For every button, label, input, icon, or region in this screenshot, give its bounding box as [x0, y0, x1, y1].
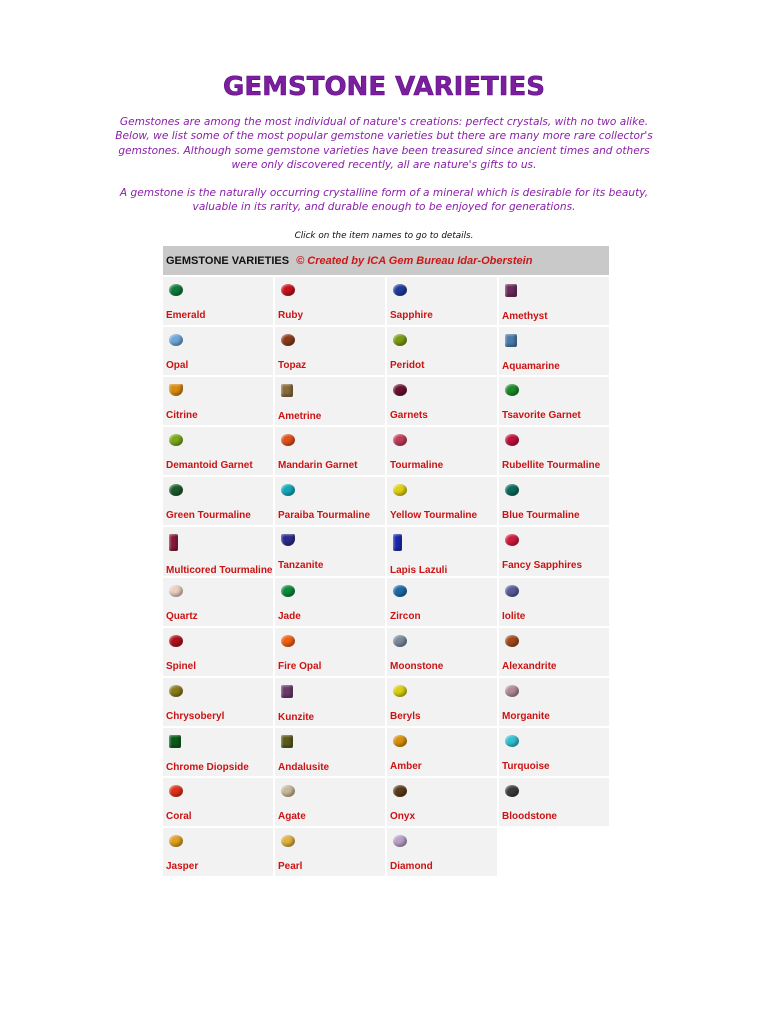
gem-link[interactable]: Ametrine: [278, 411, 322, 422]
gem-link[interactable]: Fire Opal: [278, 661, 322, 672]
gem-cell: [275, 626, 385, 676]
gem-cell: [499, 275, 609, 325]
gemstone-table: [161, 246, 611, 876]
gem-cell: [275, 826, 385, 876]
gem-cell: [163, 576, 273, 626]
gem-link[interactable]: Blue Tourmaline: [502, 510, 580, 521]
gem-link[interactable]: Moonstone: [390, 661, 444, 672]
gem-link[interactable]: Lapis Lazuli: [390, 565, 448, 576]
fire-opal-icon: [281, 635, 295, 647]
gem-cell: [163, 676, 273, 726]
gem-link[interactable]: Green Tourmaline: [166, 510, 251, 521]
gem-cell: [387, 676, 497, 726]
gem-link[interactable]: Tourmaline: [390, 460, 444, 471]
gem-cell: [387, 375, 497, 425]
click-instruction: Click on the item names to go to details.: [294, 231, 474, 241]
gem-link[interactable]: Quartz: [166, 611, 198, 622]
gem-link[interactable]: Sapphire: [390, 310, 433, 321]
gem-cell: [499, 676, 609, 726]
beryls-icon: [393, 685, 407, 697]
gem-link[interactable]: Bloodstone: [502, 811, 557, 822]
jasper-icon: [169, 835, 183, 847]
garnet-icon: [393, 384, 407, 396]
gem-cell: [499, 375, 609, 425]
gem-link[interactable]: Pearl: [278, 861, 303, 872]
table-row: [163, 475, 609, 525]
gem-link[interactable]: Aquamarine: [502, 361, 560, 372]
gem-cell: [387, 626, 497, 676]
table-row: [163, 525, 609, 576]
gem-link[interactable]: Opal: [166, 360, 189, 371]
gem-cell: [275, 726, 385, 776]
opal-icon: [169, 334, 183, 346]
gem-cell: [387, 275, 497, 325]
gem-link[interactable]: Ruby: [278, 310, 303, 321]
gem-cell: [499, 576, 609, 626]
gem-link[interactable]: Zircon: [390, 611, 421, 622]
zircon-icon: [393, 585, 407, 597]
turquoise-icon: [505, 735, 519, 747]
emerald-icon: [169, 284, 183, 296]
table-header-row: [163, 246, 609, 275]
gem-link[interactable]: Multicored Tourmaline: [166, 565, 273, 576]
gem-cell: [387, 776, 497, 826]
gem-link[interactable]: Mandarin Garnet: [278, 460, 358, 471]
pearl-icon: [281, 835, 295, 847]
green-tourmaline-icon: [169, 484, 183, 496]
gem-cell: [163, 425, 273, 475]
gemstone-grid: [163, 275, 609, 876]
table-row: [163, 726, 609, 776]
gem-cell: [387, 726, 497, 776]
citrine-icon: [169, 384, 183, 396]
page-title: GEMSTONE VARIETIES: [223, 72, 545, 102]
gem-cell: [275, 275, 385, 325]
gem-link[interactable]: Citrine: [166, 410, 198, 421]
kunzite-icon: [281, 685, 293, 698]
ruby-icon: [281, 284, 295, 296]
sapphire-icon: [393, 284, 407, 296]
gem-cell: [499, 475, 609, 525]
gem-cell: [387, 325, 497, 375]
gem-cell: [499, 325, 609, 375]
fancy-sapphires-icon: [505, 534, 519, 546]
gem-link[interactable]: Andalusite: [278, 762, 330, 773]
multicolored-tourmaline-icon: [169, 534, 178, 551]
gem-cell: [163, 325, 273, 375]
quartz-icon: [169, 585, 183, 597]
gem-link[interactable]: Onyx: [390, 811, 416, 822]
chrysoberyl-icon: [169, 685, 183, 697]
gem-link[interactable]: Alexandrite: [502, 661, 557, 672]
alexandrite-icon: [505, 635, 519, 647]
peridot-icon: [393, 334, 407, 346]
gem-link[interactable]: Paraiba Tourmaline: [278, 510, 371, 521]
gem-cell: [387, 826, 497, 876]
gem-cell: [275, 475, 385, 525]
blue-tourmaline-icon: [505, 484, 519, 496]
gem-link[interactable]: Yellow Tourmaline: [390, 510, 478, 521]
table-row: [163, 676, 609, 726]
empty-cell: [499, 826, 609, 876]
gem-link[interactable]: Peridot: [390, 360, 425, 371]
gem-link[interactable]: Amethyst: [502, 311, 548, 322]
table-row: [163, 325, 609, 375]
gem-link[interactable]: Topaz: [278, 360, 307, 371]
andalusite-icon: [281, 735, 293, 748]
gem-link[interactable]: Amber: [390, 761, 422, 772]
agate-icon: [281, 785, 295, 797]
gem-cell: [163, 275, 273, 325]
gem-cell: [275, 375, 385, 425]
gem-link[interactable]: Tanzanite: [278, 560, 324, 571]
spinel-icon: [169, 635, 183, 647]
table-row: [163, 776, 609, 826]
gem-cell: [499, 776, 609, 826]
gem-cell: [163, 475, 273, 525]
gem-link[interactable]: Jade: [278, 611, 301, 622]
gem-link[interactable]: Diamond: [390, 861, 433, 872]
gem-link[interactable]: Coral: [166, 811, 192, 822]
gem-link[interactable]: Jasper: [166, 861, 199, 872]
amethyst-icon: [505, 284, 517, 297]
tanzanite-icon: [281, 534, 295, 546]
onyx-icon: [393, 785, 407, 797]
gem-link[interactable]: Spinel: [166, 661, 197, 672]
gem-link[interactable]: Beryls: [390, 711, 421, 722]
gem-link[interactable]: Fancy Sapphires: [502, 560, 583, 571]
gem-link[interactable]: Demantoid Garnet: [166, 460, 253, 471]
table-header: [163, 246, 609, 275]
table-heading: GEMSTONE VARIETIES: [166, 254, 290, 267]
chrome-diopside-icon: [169, 735, 181, 748]
gem-cell: [499, 425, 609, 475]
yellow-tourmaline-icon: [393, 484, 407, 496]
paraiba-tourmaline-icon: [281, 484, 295, 496]
table-row: [163, 576, 609, 626]
diamond-icon: [393, 835, 407, 847]
gem-cell: [163, 726, 273, 776]
gem-link[interactable]: Chrysoberyl: [166, 711, 225, 722]
gem-cell: [163, 626, 273, 676]
gem-link[interactable]: Garnets: [390, 410, 428, 421]
gem-cell: [163, 525, 273, 576]
definition-paragraph: A gemstone is the naturally occurring crystalline form of a mineral which is desirable for its beauty, valuable in its rarity, and durable enough to be enjoyed for generations.: [119, 187, 649, 214]
tourmaline-icon: [393, 434, 407, 446]
gem-cell: [387, 475, 497, 525]
table-row: [163, 425, 609, 475]
gem-link[interactable]: Turquoise: [502, 761, 550, 772]
mandarin-garnet-icon: [281, 434, 295, 446]
gem-cell: [275, 676, 385, 726]
demantoid-garnet-icon: [169, 434, 183, 446]
gem-cell: [163, 375, 273, 425]
morganite-icon: [505, 685, 519, 697]
gem-cell: [275, 776, 385, 826]
gem-link[interactable]: Agate: [278, 811, 306, 822]
moonstone-icon: [393, 635, 407, 647]
gem-cell: [499, 525, 609, 576]
ametrine-icon: [281, 384, 293, 397]
gem-link[interactable]: Emerald: [166, 310, 206, 321]
tsavorite-garnet-icon: [505, 384, 519, 396]
aquamarine-icon: [505, 334, 517, 347]
table-row: [163, 275, 609, 325]
gem-link[interactable]: Iolite: [502, 611, 526, 622]
gem-cell: [275, 425, 385, 475]
jade-icon: [281, 585, 295, 597]
gem-link[interactable]: Kunzite: [278, 712, 315, 723]
gem-cell: [387, 525, 497, 576]
gem-cell: [387, 576, 497, 626]
table-row: [163, 826, 609, 876]
gem-cell: [163, 776, 273, 826]
iolite-icon: [505, 585, 519, 597]
gem-link[interactable]: Tsavorite Garnet: [502, 410, 581, 421]
gem-cell: [387, 425, 497, 475]
topaz-icon: [281, 334, 295, 346]
intro-paragraph: Gemstones are among the most individual of nature's creations: perfect crystals, with no two alike. Below, we list some of the most popular gemstone varieties but there are many more rare collector's gemstones. Although some gemstone varieties have been treasured since ancient times and others were only discovered recently, all are nature's gifts to us.: [115, 116, 653, 172]
table-row: [163, 626, 609, 676]
gem-cell: [499, 626, 609, 676]
gem-link[interactable]: Rubellite Tourmaline: [502, 460, 601, 471]
gem-link[interactable]: Chrome Diopside: [166, 762, 249, 773]
lapis-lazuli-icon: [393, 534, 402, 551]
gem-cell: [275, 576, 385, 626]
amber-icon: [393, 735, 407, 747]
gem-link[interactable]: Morganite: [502, 711, 550, 722]
table-row: [163, 375, 609, 425]
gem-cell: [275, 525, 385, 576]
rubellite-tourmaline-icon: [505, 434, 519, 446]
gem-cell: [275, 325, 385, 375]
bloodstone-icon: [505, 785, 519, 797]
table-credit: © Created by ICA Gem Bureau Idar-Oberstein: [296, 254, 533, 267]
coral-icon: [169, 785, 183, 797]
gem-cell: [499, 726, 609, 776]
gem-cell: [163, 826, 273, 876]
